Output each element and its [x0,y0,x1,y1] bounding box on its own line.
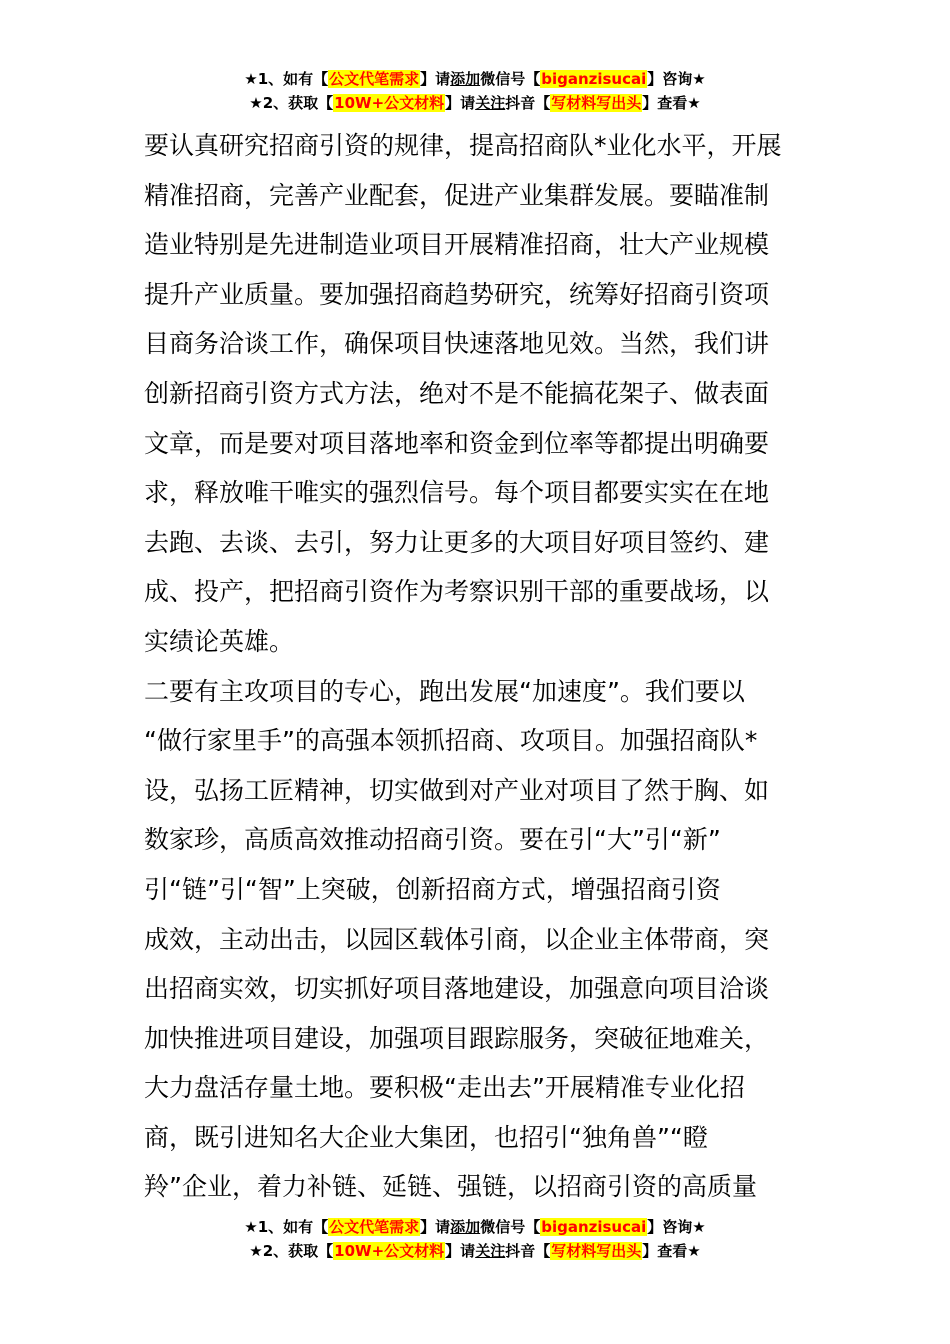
star-icon: ★ [687,94,701,112]
text-line: 引“链”引“智”上突破，创新招商方式，增强招商引资 [144,874,721,904]
footer-banner [0,1216,950,1264]
highlight-service: 公文代笔需求 [329,70,420,88]
text-line: 大力盘活存量土地。要积极“走出去”开展精准专业化招 [144,1073,745,1103]
star-icon: ★ [249,1242,263,1260]
star-icon: ★ [244,1218,258,1236]
highlight-service: 公文代笔需求 [329,1218,420,1236]
text-line: 造业特别是先进制造业项目开展精准招商，壮大产业规模 [144,230,770,260]
text-line: 成、投产，把招商引资作为考察识别干部的重要战场，以 [144,577,770,607]
text-line: 二要有主攻项目的专心，跑出发展“加速度”。我们要以 [144,676,745,706]
star-icon: ★ [692,70,706,88]
text-line: 实绩论英雄。 [144,626,295,656]
banner-line-2: ★2、获取【10W+公文材料】请关注抖音【写材料写出头】查看★ [249,94,701,112]
text-line: 去跑、去谈、去引，努力让更多的大项目好项目签约、建 [144,527,770,557]
text-line: 羚”企业，着力补链、延链、强链，以招商引资的高质量 [144,1172,757,1202]
banner-line-1: ★1、如有【公文代笔需求】请添加微信号【biganzisucai】咨询★ [244,70,706,88]
star-icon: ★ [249,94,263,112]
text-line: 成效，主动出击，以园区载体引商，以企业主体带商，突 [144,924,770,954]
document-body [144,121,808,1212]
text-line: 求，释放唯干唯实的强烈信号。每个项目都要实实在在地 [144,478,770,508]
star-icon: ★ [692,1218,706,1236]
highlight-douyin: 写材料写出头 [551,94,642,112]
text-line: 文章，而是要对项目落地率和资金到位率等都提出明确要 [144,428,770,458]
text-line: 出招商实效，切实抓好项目落地建设，加强意向项目洽谈 [144,974,770,1004]
header-banner [0,68,950,116]
highlight-wechat-id: biganzisucai [541,1218,647,1236]
text-line: 数家珍，高质高效推动招商引资。要在引“大”引“新” [144,825,721,855]
text-line: 设，弘扬工匠精神，切实做到对产业对项目了然于胸、如 [144,775,770,805]
highlight-materials: 10W+公文材料 [334,1242,445,1260]
text-line: 目商务洽谈工作，确保项目快速落地见效。当然，我们讲 [144,329,770,359]
star-icon: ★ [687,1242,701,1260]
banner-line-1: ★1、如有【公文代笔需求】请添加微信号【biganzisucai】咨询★ [244,1218,706,1236]
highlight-materials: 10W+公文材料 [334,94,445,112]
text-line: 精准招商，完善产业配套，促进产业集群发展。要瞄准制 [144,180,770,210]
star-icon: ★ [244,70,258,88]
text-line: 提升产业质量。要加强招商趋势研究，统筹好招商引资项 [144,279,770,309]
banner-line-2: ★2、获取【10W+公文材料】请关注抖音【写材料写出头】查看★ [249,1242,701,1260]
text-line: 创新招商引资方式方法，绝对不是不能搞花架子、做表面 [144,378,770,408]
text-line: 加快推进项目建设，加强项目跟踪服务，突破征地难关， [144,1023,770,1053]
text-line: “做行家里手”的高强本领抓招商、攻项目。加强招商队* [144,726,758,756]
text-line: 要认真研究招商引资的规律，提高招商队*业化水平，开展 [144,131,782,160]
highlight-douyin: 写材料写出头 [551,1242,642,1260]
text-line: 商，既引进知名大企业大集团，也招引“独角兽”“瞪 [144,1122,708,1152]
highlight-wechat-id: biganzisucai [541,70,647,88]
